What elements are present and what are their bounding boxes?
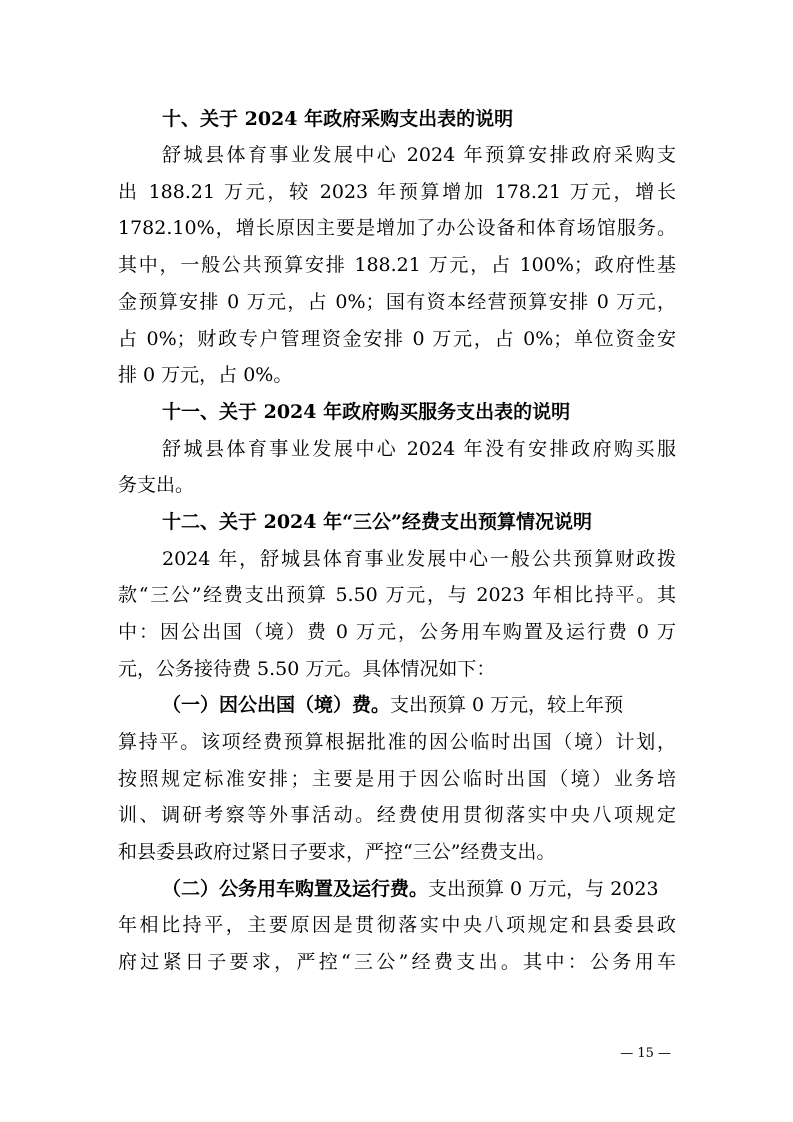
- paragraph-line: 年相比持平，主要原因是贯彻落实中央八项规定和县委县政: [118, 914, 676, 936]
- paragraph-line: 元，公务接待费 5.50 万元。具体情况如下：: [118, 658, 496, 680]
- paragraph-line: 出 188.21 万元，较 2023 年预算增加 178.21 万元，增长: [118, 181, 676, 203]
- paragraph-line: 2024 年，舒城县体育事业发展中心一般公共预算财政拨: [162, 548, 676, 570]
- paragraph-line: 府过紧日子要求，严控“三公”经费支出。其中：公务用车: [118, 951, 676, 973]
- paragraph-line: 款“三公”经费支出预算 5.50 万元，与 2023 年相比持平。其: [118, 584, 676, 606]
- paragraph-line: [162, 693, 623, 717]
- section-heading: 十一、关于 2024 年政府购买服务支出表的说明: [162, 401, 571, 423]
- paragraph-text: 支出预算 0 万元，与 2023: [428, 878, 659, 900]
- paragraph-line: 和县委县政府过紧日子要求，严控“三公”经费支出。: [118, 841, 556, 863]
- paragraph-line: 中：因公出国（境）费 0 万元，公务用车购置及运行费 0 万: [118, 621, 676, 643]
- paragraph-line: 其中，一般公共预算安排 188.21 万元，占 100%；政府性基: [118, 254, 676, 276]
- paragraph-line: 算持平。该项经费预算根据批准的因公临时出国（境）计划，: [118, 731, 676, 753]
- paragraph-line: 金预算安排 0 万元，占 0%；国有资本经营预算安排 0 万元，: [118, 291, 676, 313]
- paragraph-line: 排 0 万元，占 0%。: [118, 364, 293, 386]
- paragraph-line: 务支出。: [118, 474, 195, 496]
- paragraph-line: 舒城县体育事业发展中心 2024 年没有安排政府购买服: [162, 438, 676, 460]
- paragraph-line: 1782.10%，增长原因主要是增加了办公设备和体育场馆服务。: [118, 217, 676, 239]
- paragraph-line: [162, 877, 659, 901]
- paragraph-line: 按照规定标准安排；主要是用于因公临时出国（境）业务培: [118, 768, 676, 790]
- paragraph-text: 支出预算 0 万元，较上年预: [390, 694, 624, 716]
- page-number: — 15 —: [620, 1046, 671, 1061]
- subsection-heading: （二）公务用车购置及运行费。: [162, 878, 429, 900]
- paragraph-line: 占 0%；财政专户管理资金安排 0 万元，占 0%；单位资金安: [118, 328, 676, 350]
- paragraph-line: 舒城县体育事业发展中心 2024 年预算安排政府采购支: [162, 144, 676, 166]
- subsection-heading: （一）因公出国（境）费。: [162, 694, 391, 716]
- section-heading: 十二、关于 2024 年“三公”经费支出预算情况说明: [162, 511, 592, 533]
- paragraph-line: 训、调研考察等外事活动。经费使用贯彻落实中央八项规定: [118, 804, 676, 826]
- section-heading: 十、关于 2024 年政府采购支出表的说明: [162, 108, 514, 130]
